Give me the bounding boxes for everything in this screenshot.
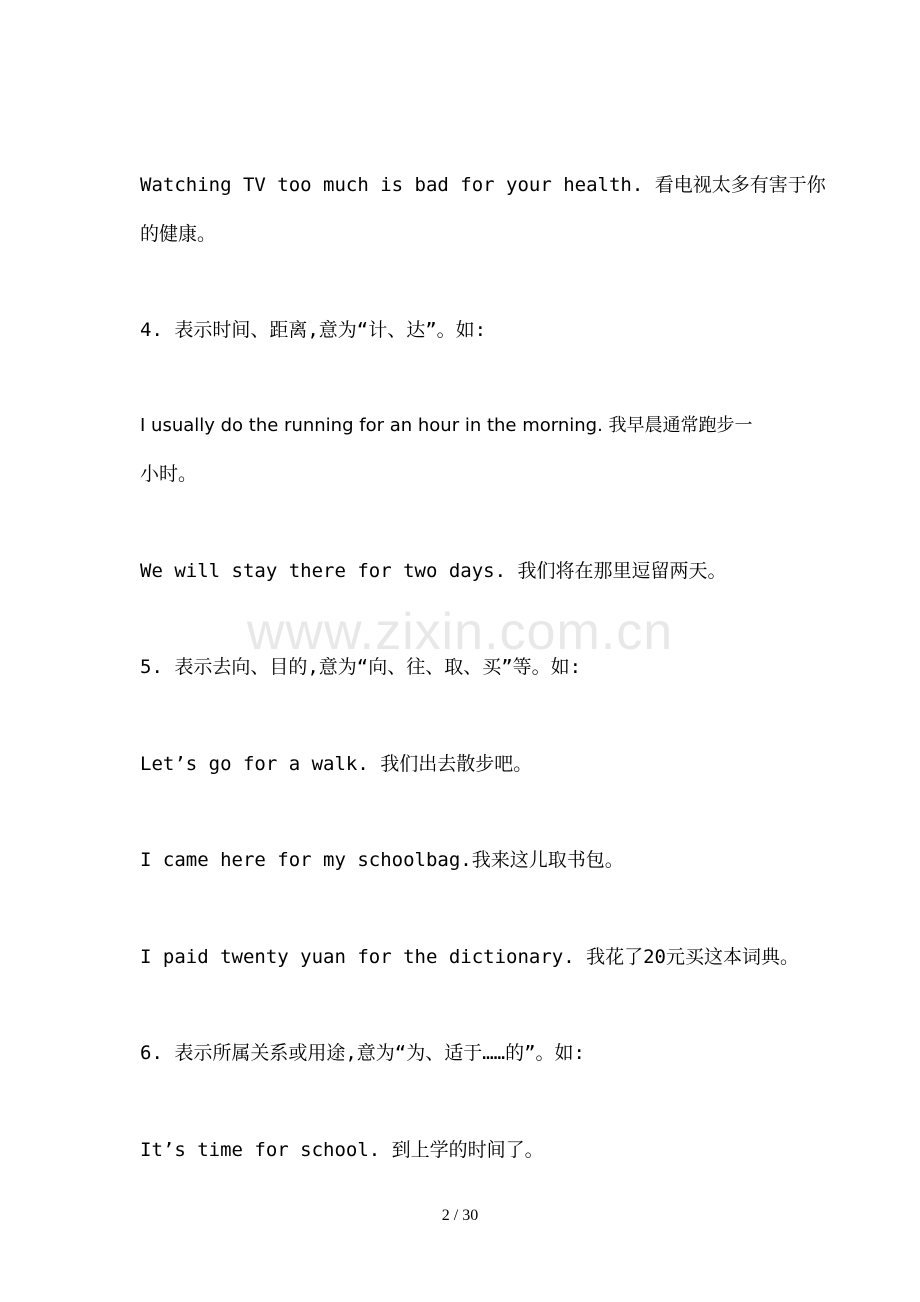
page-number: 2 / 30 [441,1207,479,1224]
text-line-4: I usually do the running for an hour in the morning. 我早晨通常跑步一 [140,415,753,436]
text-line-1: Watching TV too much is bad for your health. 看电视太多有害于你 [140,174,826,196]
text-line-2: 的健康。 [140,223,217,245]
watermark: www.zixin.com.cn [246,603,674,661]
text-line-5: 小时。 [140,463,198,485]
text-line-12: It’s time for school. 到上学的时间了。 [140,1139,544,1161]
section-heading-5: 5. 表示去向、目的,意为“向、往、取、买”等。如: [140,656,582,678]
section-heading-4: 4. 表示时间、距离,意为“计、达”。如: [140,319,487,341]
section-heading-6: 6. 表示所属关系或用途,意为“为、适于……的”。如: [140,1042,585,1064]
text-line-10: I paid twenty yuan for the dictionary. 我花了20元买这本词典。 [140,946,799,968]
text-line-8: Let’s go for a walk. 我们出去散步吧。 [140,753,533,775]
text-line-9: I came here for my schoolbag.我来这儿取书包。 [140,849,624,871]
text-line-6: We will stay there for two days. 我们将在那里逗留两天。 [140,560,727,582]
